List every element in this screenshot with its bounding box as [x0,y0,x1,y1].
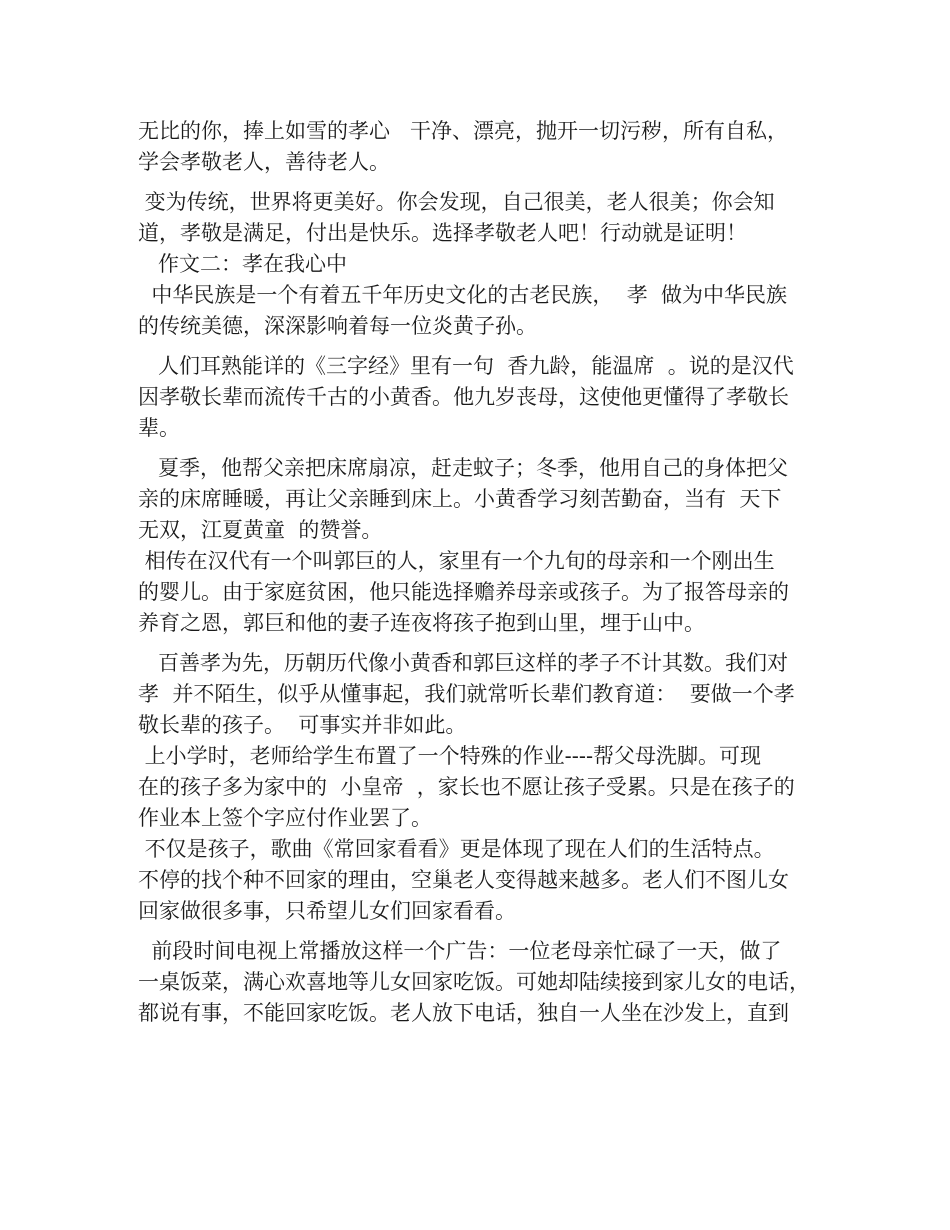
text-line: 上小学时，老师给学生布置了一个特殊的作业----帮父母洗脚。可现 [138,744,762,768]
text-line: 养育之恩，郭巨和他的妻子连夜将孩子抱到山里，埋于山中。 [138,611,705,635]
text-line: 不停的找个种不回家的理由，空巢老人变得越来越多。老人们不图儿女 [138,868,789,892]
text-line: 百善孝为先，历朝历代像小黄香和郭巨这样的孝子不计其数。我们对 [138,651,789,675]
text-line: 亲的床席睡暖，再让父亲睡到床上。小黄香学习刻苦勤奋，当有 天下 [138,487,782,511]
text-line: 在的孩子多为家中的 小皇帝 ，家长也不愿让孩子受累。只是在孩子的 [138,775,795,799]
text-line: 回家做很多事，只希望儿女们回家看看。 [138,899,516,923]
text-line: 因孝敬长辈而流传千古的小黄香。他九岁丧母，这使他更懂得了孝敬长 [138,385,789,409]
text-line: 人们耳熟能详的《三字经》里有一句 香九龄，能温席 。说的是汉代 [138,354,794,378]
text-line: 无双，江夏黄童 的赞誉。 [138,518,383,542]
text-line: 都说有事，不能回家吃饭。老人放下电话，独自一人坐在沙发上，直到 [138,1001,789,1025]
text-line: 辈。 [138,416,180,440]
text-line: 道，孝敬是满足，付出是快乐。选择孝敬老人吧！行动就是证明！ [138,221,747,245]
text-line: 孝 并不陌生，似乎从懂事起，我们就常听长辈们教育道： 要做一个孝 [138,682,795,706]
text-line: 作文二：孝在我心中 [138,252,348,276]
text-line: 夏季，他帮父亲把床席扇凉，赶走蚊子；冬季，他用自己的身体把父 [138,456,789,480]
text-line: 中华民族是一个有着五千年历史文化的古老民族， 孝 做为中华民族 [138,283,788,307]
text-line: 无比的你，捧上如雪的孝心 干净、漂亮，抛开一切污秽，所有自私， [138,119,789,143]
text-line: 一桌饭菜，满心欢喜地等儿女回家吃饭。可她却陆续接到家儿女的电话， [138,970,810,994]
text-line: 的婴儿。由于家庭贫困，他只能选择赡养母亲或孩子。为了报答母亲的 [138,580,789,604]
text-line: 学会孝敬老人，善待老人。 [138,150,390,174]
text-line: 的传统美德，深深影响着每一位炎黄子孙。 [138,314,537,338]
text-line: 作业本上签个字应付作业罢了。 [138,806,432,830]
text-line: 相传在汉代有一个叫郭巨的人，家里有一个九旬的母亲和一个刚出生 [138,549,775,573]
text-line: 不仅是孩子，歌曲《常回家看看》更是体现了现在人们的生活特点。 [138,837,775,861]
text-line: 敬长辈的孩子。 可事实并非如此。 [138,713,467,737]
text-line: 变为传统，世界将更美好。你会发现，自己很美，老人很美；你会知 [138,190,775,214]
text-line: 前段时间电视上常播放这样一个广告：一位老母亲忙碌了一天，做了 [138,939,782,963]
essay-text [138,116,828,1029]
